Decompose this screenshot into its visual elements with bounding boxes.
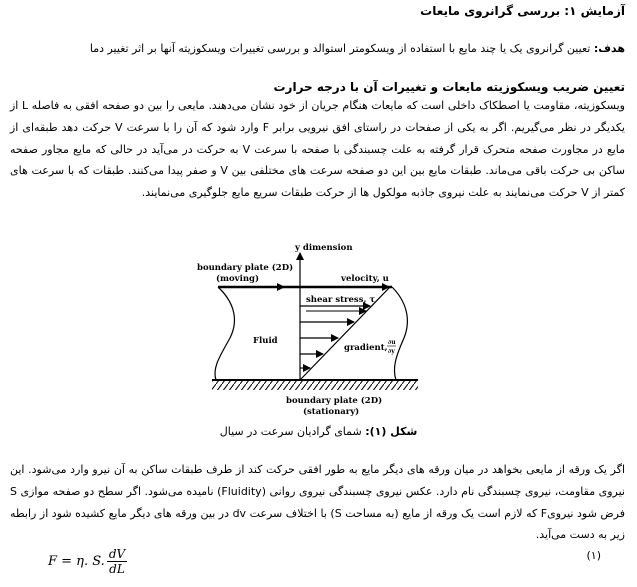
gradient-label: gradient,	[344, 343, 388, 353]
top-plate-label-moving: (moving)	[216, 274, 259, 284]
figure-caption	[0, 425, 637, 438]
shear-stress-label: shear stress, τ	[306, 295, 376, 305]
equation-number: (۱)	[586, 549, 601, 562]
fluid-label: Fluid	[253, 336, 278, 346]
formula-denominator: dL	[109, 562, 125, 576]
gradient-denominator: ∂y	[388, 348, 395, 355]
top-plate-label: boundary plate (2D)	[197, 263, 294, 273]
paragraph-viscosity-definition: ویسکوزیته، مقاومت یا اصطکاک داخلی است که مایعات هنگام جریان از خود نشان می‌دهند. مایعی را بین دو صفحه افقی به فاصله L از یکدیگر در نظر می‌گیریم. اگر به یکی از صفحات در راستای افق نیرویی برابر F وارد شود که آن را با سرعت V حرکت دهد طبقه‌ای از مایع در مجاورت صفحه متحرک قرار گرفته به علت چسبندگی با صفحه با سرعت V به حرکت در می‌آید در حالی که مایع مجاور صفحه ساکن بی حرکت باقی می‌ماند. طبقات مایع بین این دو صفحه سرعت های مختلفی بین V و صفر پیدا می‌کنند. طبقات که با سرعت های کمتر از V حرکت می‌نمایند به علت نیروی جاذبه مولکول ها از حرکت طبقات سریع مایع جلوگیری می‌نمایند.	[10, 99, 625, 200]
velocity-label: velocity, u	[341, 274, 389, 284]
paragraph-fluidity: اگر یک ورقه از مایعی بخواهد در میان ورقه های دیگر مایع به طور افقی حرکت کند از طرف طبقات ساکن به آن نیرو وارد می‌شود. این نیروی مقاومت، نیروی چسبندگی نام دارد. عکس نیروی چسبندگی نیروی روانی (Fluidity) نامیده می‌شود. اگر سطح دو صفحه موازی S فرض شود نیرویF که لازم است یک ورقه از مایع (به مساحت S) با اختلاف سرعت dv در بین ورقه های دیگر مایع کشیده شود از رابطه زیر به دست می‌آید.	[10, 463, 625, 542]
section-heading: تعیین ضریب ویسکوزیته مایعات و تغییرات آن با درجه حرارت	[273, 80, 625, 94]
goal-label: هدف:	[593, 42, 625, 55]
stationary-plate-hatching	[212, 381, 418, 390]
bottom-plate-label: boundary plate (2D)	[286, 396, 383, 406]
y-axis-label: y dimension	[295, 243, 353, 253]
fluid-right-boundary	[392, 287, 407, 380]
viscosity-formula	[48, 547, 127, 576]
fluid-left-boundary	[215, 287, 235, 380]
page-title: آزمایش ۱: بررسی گرانروی مایعات	[420, 4, 625, 18]
formula-numerator: dV	[108, 547, 126, 561]
figure-caption-text: شمای گرادیان سرعت در سیال	[219, 425, 366, 438]
figure-caption-label: شکل (۱):	[365, 425, 418, 438]
formula-lhs: F = η. S.	[48, 554, 105, 569]
bottom-plate-label-stationary: (stationary)	[303, 407, 360, 417]
goal-text: تعیین گرانروی یک یا چند مایع با استفاده از ویسکومتر استوالد و بررسی تغییرات ویسکوزیته آنها بر اثر تغییر دما	[89, 42, 594, 55]
formula-fraction	[107, 547, 127, 576]
gradient-numerator: ∂u	[388, 339, 396, 346]
